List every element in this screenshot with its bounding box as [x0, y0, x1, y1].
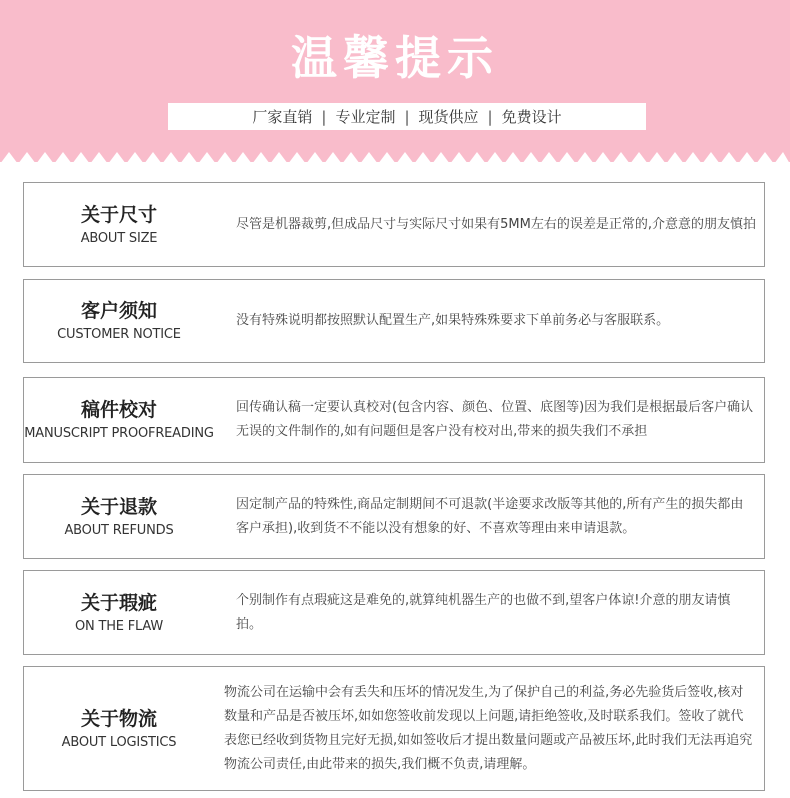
- card-subtitle: ON THE FLAW: [74, 618, 163, 634]
- card-subtitle: CUSTOMER NOTICE: [57, 327, 181, 342]
- card-text: 因定制产品的特殊性,商品定制期间不可退款(半途要求改版等其他的,所有产生的损失都由客户承担),收到货不不能以没有想象的好、不喜欢等理由来申请退款。: [236, 496, 744, 536]
- header-banner: [0, 0, 790, 162]
- card-title: 客户须知: [80, 300, 157, 322]
- card-about-size: [23, 182, 765, 267]
- card-customer-notice: [23, 279, 765, 363]
- card-text: 个别制作有点瑕疵这是难免的,就算纯机器生产的也做不到,望客户体谅!介意的朋友请慎拍。: [236, 592, 731, 632]
- card-subtitle: MANUSCRIPT PROOFREADING: [24, 426, 214, 441]
- card-about-logistics: [23, 666, 765, 791]
- slogan-separator: |: [487, 107, 493, 126]
- card-title: 关于尺寸: [80, 203, 157, 226]
- card-text: 物流公司在运输中会有丢失和压坏的情况发生,为了保护自己的利益,务必先验货后签收,核对数量和产品是否被压坏,如如您签收前发现以上问题,请拒绝签收,及时联系我们。签收了就代表您已经收到货物且完好无损,如如签收后才提出数量问题或产品被压坏,此时我们无法再追究物流公司责任,由此带来的损失,我们概不负责,请理解。: [224, 684, 753, 772]
- card-subtitle: ABOUT SIZE: [80, 230, 158, 246]
- card-heading: [24, 571, 214, 654]
- card-text: 回传确认稿一定要认真校对(包含内容、颜色、位置、底图等)因为我们是根据最后客户确认无误的文件制作的,如有问题但是客户没有校对出,带来的损失我们不承担: [236, 400, 754, 439]
- slogan-custom: 专业定制: [335, 108, 396, 126]
- card-heading: [24, 280, 214, 362]
- slogan-separator: |: [321, 107, 327, 126]
- slogan-in-stock: 现货供应: [418, 108, 479, 126]
- card-title: 稿件校对: [80, 399, 157, 421]
- card-title: 关于退款: [80, 495, 157, 518]
- card-manuscript-proofreading: [23, 377, 765, 463]
- card-title: 关于瑕疵: [80, 591, 157, 614]
- slogan-separator: |: [404, 107, 410, 126]
- slogan-bar: [168, 103, 646, 130]
- card-subtitle: ABOUT LOGISTICS: [61, 734, 177, 750]
- card-on-the-flaw: [23, 570, 765, 655]
- card-subtitle: ABOUT REFUNDS: [64, 522, 174, 538]
- card-text: 没有特殊说明都按照默认配置生产,如果特殊殊要求下单前务必与客服联系。: [236, 313, 670, 328]
- card-heading: [24, 183, 214, 266]
- card-heading: [24, 667, 214, 790]
- page-title: 温馨提示: [291, 31, 499, 85]
- card-heading: [24, 475, 214, 558]
- slogan-factory-direct: 厂家直销: [252, 108, 313, 126]
- card-title: 关于物流: [80, 707, 157, 730]
- card-heading: [24, 378, 214, 462]
- card-about-refunds: [23, 474, 765, 559]
- card-text: 尽管是机器裁剪,但成品尺寸与实际尺寸如果有5MM左右的误差是正常的,介意意的朋友慎拍: [236, 216, 756, 232]
- zigzag-edge: [0, 146, 790, 164]
- slogan-free-design: 免费设计: [501, 108, 562, 126]
